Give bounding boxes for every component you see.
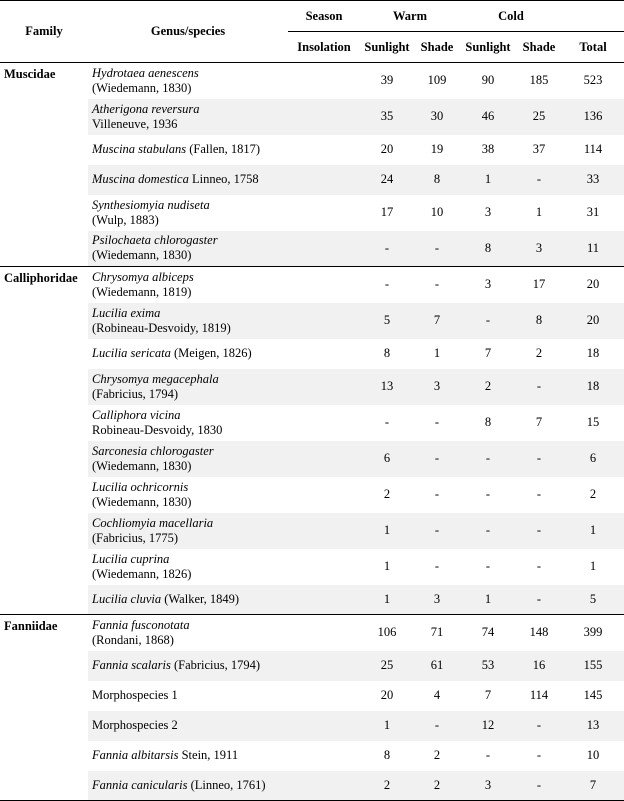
count-csh: 8 bbox=[516, 303, 562, 339]
species-name: Muscina stabulans bbox=[92, 142, 187, 156]
count-total: 399 bbox=[583, 625, 603, 640]
species-author: Robineau-Desvoidy, 1830 bbox=[92, 422, 223, 437]
header-warm-shade: Shade bbox=[414, 32, 460, 63]
table-row bbox=[0, 477, 624, 513]
count-total: 145 bbox=[583, 688, 603, 702]
species-author: (Wiedemann, 1830) bbox=[92, 458, 192, 473]
species-cell bbox=[88, 771, 360, 801]
species-cell bbox=[88, 231, 360, 267]
species-author: (Fabricius, 1775) bbox=[92, 530, 179, 545]
count-wsh: 7 bbox=[414, 303, 460, 339]
count-total: 7 bbox=[562, 771, 624, 801]
count-wsh: 2 bbox=[433, 748, 441, 762]
species-name: Sarconesia chlorogaster bbox=[92, 443, 214, 458]
species-author: (Rondani, 1868) bbox=[92, 632, 174, 647]
count-ws: 17 bbox=[380, 205, 394, 219]
table-row bbox=[0, 165, 624, 195]
count-wsh: 4 bbox=[433, 688, 441, 702]
count-total: 2 bbox=[589, 487, 597, 501]
count-total: 13 bbox=[562, 711, 624, 741]
table-row bbox=[0, 303, 624, 339]
table-row bbox=[0, 339, 624, 369]
count-total: 15 bbox=[586, 415, 600, 429]
table-row bbox=[0, 99, 624, 135]
count-ws: 20 bbox=[380, 688, 394, 702]
table-row bbox=[0, 615, 624, 651]
header-season: Season bbox=[288, 1, 360, 32]
count-ws: 20 bbox=[380, 142, 394, 156]
count-total: 1 bbox=[589, 559, 597, 573]
count-total: 33 bbox=[562, 165, 624, 195]
count-wsh: - bbox=[434, 415, 440, 429]
species-author: (Wiedemann, 1819) bbox=[92, 284, 192, 299]
count-ws: - bbox=[360, 231, 414, 267]
count-wsh: 3 bbox=[414, 585, 460, 615]
count-csh: 7 bbox=[535, 415, 543, 429]
count-total: 1 bbox=[562, 513, 624, 549]
count-ws: 1 bbox=[360, 585, 414, 615]
table-row bbox=[0, 195, 624, 231]
count-cs: 74 bbox=[481, 625, 495, 640]
count-csh: - bbox=[536, 559, 542, 573]
count-csh: 185 bbox=[529, 73, 549, 88]
count-ws: 39 bbox=[380, 73, 394, 88]
table-row bbox=[0, 651, 624, 681]
species-name: Muscina domestica bbox=[92, 172, 189, 186]
header-total: Total bbox=[562, 32, 624, 63]
table-row bbox=[0, 741, 624, 771]
species-author: (Fallen, 1817) bbox=[186, 142, 261, 156]
count-wsh: 1 bbox=[433, 346, 441, 360]
count-ws: 24 bbox=[360, 165, 414, 195]
count-cs: 46 bbox=[460, 99, 516, 135]
species-author: (Robineau-Desvoidy, 1819) bbox=[92, 320, 231, 335]
count-cs: 8 bbox=[460, 231, 516, 267]
species-cell bbox=[88, 405, 360, 441]
species-author: (Wiedemann, 1830) bbox=[92, 80, 192, 95]
species-author: Morphospecies 2 bbox=[92, 718, 178, 732]
count-cs: - bbox=[485, 487, 491, 501]
count-ws: 2 bbox=[383, 487, 391, 501]
count-cs: - bbox=[460, 513, 516, 549]
table-row bbox=[0, 771, 624, 801]
count-total: 155 bbox=[562, 651, 624, 681]
count-csh: - bbox=[516, 513, 562, 549]
species-name: Atherigona reversura bbox=[92, 101, 200, 116]
count-cs: 7 bbox=[484, 688, 492, 702]
count-cs: 2 bbox=[460, 369, 516, 405]
count-total: 20 bbox=[562, 303, 624, 339]
species-cell bbox=[88, 441, 360, 477]
count-cs: 90 bbox=[481, 73, 495, 88]
count-ws: 8 bbox=[383, 346, 391, 360]
count-wsh: - bbox=[414, 513, 460, 549]
header-warm: Warm bbox=[360, 1, 460, 32]
count-total: 11 bbox=[562, 231, 624, 267]
count-ws: 25 bbox=[360, 651, 414, 681]
count-total: 114 bbox=[583, 142, 603, 156]
species-name: Psilochaeta chlorogaster bbox=[92, 233, 218, 248]
count-total: 18 bbox=[562, 369, 624, 405]
species-author: (Wiedemann, 1830) bbox=[92, 494, 192, 509]
count-wsh: - bbox=[434, 559, 440, 573]
count-wsh: - bbox=[434, 487, 440, 501]
species-name: Chrysomya megacephala bbox=[92, 371, 219, 386]
count-csh: 148 bbox=[529, 625, 549, 640]
species-cell bbox=[88, 369, 360, 405]
count-wsh: 71 bbox=[430, 625, 444, 640]
table-row bbox=[0, 711, 624, 741]
species-author: (Meigen, 1826) bbox=[170, 346, 252, 360]
species-cell bbox=[88, 681, 360, 711]
species-name: Cochliomyia macellaria bbox=[92, 515, 214, 530]
count-csh: - bbox=[536, 487, 542, 501]
count-total: 136 bbox=[562, 99, 624, 135]
species-cell bbox=[88, 339, 360, 369]
count-csh: - bbox=[516, 771, 562, 801]
table-row bbox=[0, 405, 624, 441]
species-cell bbox=[88, 99, 360, 135]
count-wsh: 2 bbox=[414, 771, 460, 801]
table-row bbox=[0, 267, 624, 303]
count-total: 6 bbox=[562, 441, 624, 477]
count-cs: 53 bbox=[460, 651, 516, 681]
count-cs: 8 bbox=[484, 415, 492, 429]
table-row bbox=[0, 441, 624, 477]
count-ws: - bbox=[384, 415, 390, 429]
table-body bbox=[0, 63, 624, 801]
family-cell: Calliphoridae bbox=[0, 267, 88, 615]
species-author: Morphospecies 1 bbox=[92, 688, 178, 702]
species-name: Hydrotaea aenescens bbox=[92, 65, 199, 80]
count-ws: 35 bbox=[360, 99, 414, 135]
count-cs: 3 bbox=[484, 205, 492, 219]
table-row bbox=[0, 549, 624, 585]
species-cell bbox=[88, 195, 360, 231]
count-ws: 6 bbox=[360, 441, 414, 477]
species-name: Synthesiomyia nudiseta bbox=[92, 197, 210, 212]
count-csh: - bbox=[516, 165, 562, 195]
table-row bbox=[0, 63, 624, 99]
species-author: (Wiedemann, 1826) bbox=[92, 566, 192, 581]
count-csh: - bbox=[516, 369, 562, 405]
table-row bbox=[0, 681, 624, 711]
count-ws: 106 bbox=[377, 625, 397, 640]
count-ws: 1 bbox=[383, 559, 391, 573]
count-csh: - bbox=[516, 441, 562, 477]
count-ws: 8 bbox=[383, 748, 391, 762]
species-cell bbox=[88, 135, 360, 165]
table-row bbox=[0, 513, 624, 549]
count-cs: 12 bbox=[460, 711, 516, 741]
count-csh: 16 bbox=[516, 651, 562, 681]
species-cell bbox=[88, 303, 360, 339]
header-family: Family bbox=[0, 1, 88, 63]
species-author: (Fabricius, 1794) bbox=[170, 658, 261, 672]
header-insolation: Insolation bbox=[288, 32, 360, 63]
count-wsh: 109 bbox=[427, 73, 447, 88]
count-cs: 1 bbox=[460, 165, 516, 195]
count-ws: 2 bbox=[360, 771, 414, 801]
species-cell bbox=[88, 711, 360, 741]
species-name: Chrysomya albiceps bbox=[92, 269, 194, 284]
species-name: Lucilia sericata bbox=[92, 346, 171, 360]
species-name: Fannia canicularis bbox=[92, 777, 188, 792]
species-name: Calliphora vicina bbox=[92, 407, 181, 422]
count-cs: - bbox=[460, 441, 516, 477]
species-author: (Walker, 1849) bbox=[161, 591, 240, 606]
header-blank bbox=[562, 1, 624, 32]
count-wsh: 8 bbox=[414, 165, 460, 195]
table-row bbox=[0, 135, 624, 165]
count-total: 31 bbox=[586, 205, 600, 219]
count-csh: 17 bbox=[532, 277, 546, 292]
count-cs: - bbox=[485, 559, 491, 573]
species-cell bbox=[88, 477, 360, 513]
header-cold: Cold bbox=[460, 1, 562, 32]
species-author: (Wulp, 1883) bbox=[92, 212, 159, 227]
count-total: 10 bbox=[586, 748, 600, 762]
count-cs: - bbox=[485, 748, 491, 762]
species-cell bbox=[88, 63, 360, 99]
species-author: (Wiedemann, 1830) bbox=[92, 248, 192, 263]
count-wsh: 30 bbox=[414, 99, 460, 135]
count-csh: 25 bbox=[516, 99, 562, 135]
count-csh: - bbox=[516, 585, 562, 615]
species-cell bbox=[88, 165, 360, 195]
count-wsh: 61 bbox=[414, 651, 460, 681]
family-cell: Muscidae bbox=[0, 63, 88, 267]
count-csh: 114 bbox=[529, 688, 549, 702]
count-csh: 2 bbox=[535, 346, 543, 360]
header-warm-sunlight: Sunlight bbox=[360, 32, 414, 63]
species-cell bbox=[88, 267, 360, 303]
count-wsh: 3 bbox=[414, 369, 460, 405]
count-wsh: 10 bbox=[430, 205, 444, 219]
count-csh: 3 bbox=[516, 231, 562, 267]
species-cell bbox=[88, 585, 360, 615]
species-name: Lucilia cluvia bbox=[92, 591, 162, 606]
count-cs: 3 bbox=[460, 771, 516, 801]
count-cs: 1 bbox=[460, 585, 516, 615]
species-cell bbox=[88, 615, 360, 651]
count-wsh: - bbox=[434, 277, 440, 292]
count-ws: 1 bbox=[360, 513, 414, 549]
species-name: Fannia fusconotata bbox=[92, 617, 190, 632]
species-cell bbox=[88, 513, 360, 549]
species-name: Lucilia cuprina bbox=[92, 551, 170, 566]
count-cs: 7 bbox=[484, 346, 492, 360]
table-row bbox=[0, 585, 624, 615]
table-row bbox=[0, 231, 624, 267]
count-total: 523 bbox=[583, 73, 603, 88]
count-wsh: - bbox=[414, 231, 460, 267]
species-name: Lucilia ochricornis bbox=[92, 479, 189, 494]
species-cell bbox=[88, 651, 360, 681]
species-name: Lucilia exima bbox=[92, 305, 161, 320]
count-wsh: - bbox=[414, 711, 460, 741]
count-total: 20 bbox=[586, 277, 600, 292]
count-total: 18 bbox=[586, 346, 600, 360]
count-csh: 1 bbox=[535, 205, 543, 219]
count-ws: - bbox=[384, 277, 390, 292]
count-csh: - bbox=[516, 711, 562, 741]
count-csh: 37 bbox=[532, 142, 546, 156]
table-row bbox=[0, 369, 624, 405]
header-cold-shade: Shade bbox=[516, 32, 562, 63]
count-ws: 13 bbox=[360, 369, 414, 405]
species-author: Linneo, 1758 bbox=[188, 172, 259, 186]
table-header bbox=[0, 1, 624, 63]
count-cs: - bbox=[460, 303, 516, 339]
count-wsh: - bbox=[414, 441, 460, 477]
count-cs: 3 bbox=[484, 277, 492, 292]
species-name: Fannia albitarsis bbox=[92, 748, 179, 762]
count-csh: - bbox=[536, 748, 542, 762]
header-cold-sunlight: Sunlight bbox=[460, 32, 516, 63]
count-wsh: 19 bbox=[430, 142, 444, 156]
species-author: (Fabricius, 1794) bbox=[92, 386, 179, 401]
species-cell bbox=[88, 741, 360, 771]
family-cell: Fanniidae bbox=[0, 615, 88, 801]
species-author: Villeneuve, 1936 bbox=[92, 116, 178, 131]
species-author: Stein, 1911 bbox=[178, 748, 239, 762]
species-cell bbox=[88, 549, 360, 585]
species-name: Fannia scalaris bbox=[92, 658, 171, 672]
count-total: 5 bbox=[562, 585, 624, 615]
count-ws: 5 bbox=[360, 303, 414, 339]
header-genus: Genus/species bbox=[88, 1, 288, 63]
count-ws: 1 bbox=[360, 711, 414, 741]
species-author: (Linneo, 1761) bbox=[187, 777, 266, 792]
count-cs: 38 bbox=[481, 142, 495, 156]
